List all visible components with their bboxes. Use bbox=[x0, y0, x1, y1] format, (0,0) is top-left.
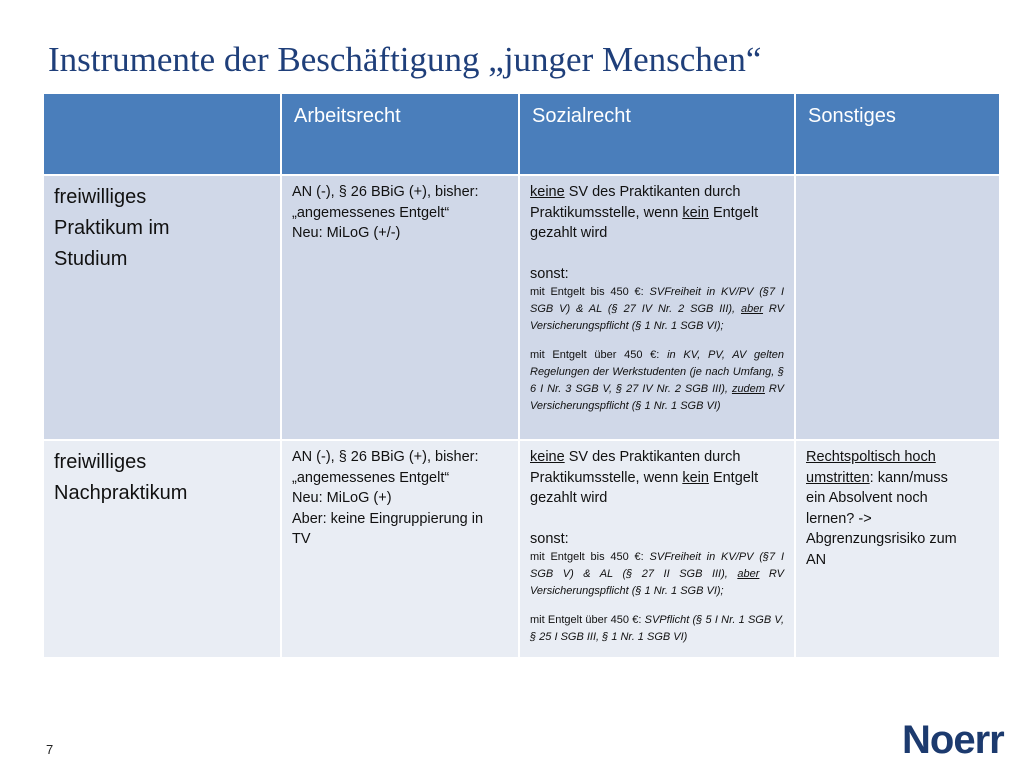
page-number: 7 bbox=[46, 742, 54, 757]
text-line: gezahlt wird bbox=[530, 225, 608, 241]
detail-bis-450 bbox=[530, 549, 784, 600]
noerr-logo: Noerr bbox=[902, 718, 1004, 762]
emphasis-aber: aber bbox=[741, 303, 764, 315]
sonst-label: sonst: bbox=[530, 265, 569, 282]
text-span: SVFreiheit in KV/PV (§7 I SGB V) & AL (§ 27 IV Nr. 2 SGB III), bbox=[530, 286, 784, 315]
detail-bis-450 bbox=[530, 284, 784, 335]
text-line: Abgrenzungsrisiko zum bbox=[806, 531, 957, 547]
text-line: AN bbox=[806, 551, 827, 568]
row-label-line: freiwilliges bbox=[54, 186, 147, 208]
emphasis-aber: aber bbox=[737, 568, 760, 580]
arbeitsrecht-cell-row1 bbox=[282, 176, 518, 439]
header-sozialrecht: Sozialrecht bbox=[520, 94, 794, 174]
header-cell-empty bbox=[44, 94, 280, 174]
text-span: Entgelt bbox=[708, 469, 759, 486]
arbeitsrecht-line: TV bbox=[292, 531, 311, 547]
sozialrecht-cell-row1 bbox=[520, 176, 794, 439]
text-span: mit Entgelt über 450 €: bbox=[530, 349, 668, 361]
detail-ueber-450 bbox=[530, 347, 784, 415]
arbeitsrecht-line: Aber: keine Eingruppierung in bbox=[292, 510, 484, 527]
row-label-nachpraktikum bbox=[44, 441, 280, 657]
emphasis-rechtspolitisch: Rechtspoltisch hoch bbox=[806, 449, 936, 465]
arbeitsrecht-line: „angemessenes Entgelt“ bbox=[292, 204, 450, 221]
emphasis-zudem: zudem bbox=[731, 383, 765, 395]
text-line: ein Absolvent noch bbox=[806, 490, 928, 506]
arbeitsrecht-line: AN (-), § 26 BBiG (+), bisher: bbox=[292, 184, 479, 200]
row-label-line: Nachpraktikum bbox=[54, 482, 188, 504]
text-span: mit Entgelt bis 450 €: bbox=[530, 286, 650, 298]
sonst-label: sonst: bbox=[530, 530, 569, 547]
emphasis-keine: keine bbox=[530, 449, 565, 465]
row-label-line: Praktikum im bbox=[54, 217, 170, 239]
text-line: gezahlt wird bbox=[530, 490, 608, 506]
detail-ueber-450 bbox=[530, 612, 784, 646]
text-span: SV des Praktikanten durch bbox=[564, 449, 741, 465]
text-span: RV Versicherungspflicht (§ 1 Nr. 1 SGB VI); bbox=[530, 568, 784, 597]
slide-title: Instrumente der Beschäftigung „junger Menschen“ bbox=[48, 40, 762, 79]
text-span: mit Entgelt über 450 €: bbox=[530, 614, 645, 626]
text-span: mit Entgelt bis 450 €: bbox=[530, 551, 650, 563]
header-sonstiges: Sonstiges bbox=[796, 94, 999, 174]
emphasis-keine: keine bbox=[530, 184, 565, 200]
text-span: SVPflicht (§ 5 I Nr. 1 SGB V, § 25 I SGB III, § 1 Nr. 1 SGB VI) bbox=[530, 614, 785, 643]
emphasis-umstritten: umstritten bbox=[806, 469, 870, 486]
sozialrecht-cell-row2 bbox=[520, 441, 794, 657]
text-span: Entgelt bbox=[708, 204, 759, 221]
sonstiges-cell-row2 bbox=[796, 441, 999, 657]
arbeitsrecht-cell-row2 bbox=[282, 441, 518, 657]
text-span: SV des Praktikanten durch bbox=[564, 184, 741, 200]
text-span: Praktikumsstelle, wenn bbox=[530, 204, 683, 221]
text-span: in KV, PV, AV gelten Regelungen der Werkstudenten (je nach Umfang, § 6 I Nr. 3 SGB V, § 27 IV Nr. 2 SGB III), bbox=[530, 349, 784, 395]
arbeitsrecht-line: Neu: MiLoG (+) bbox=[292, 490, 392, 506]
row-label-line: Studium bbox=[54, 248, 128, 270]
emphasis-kein: kein bbox=[682, 204, 709, 221]
text-span: RV Versicherungspflicht (§ 1 Nr. 1 SGB VI) bbox=[530, 383, 784, 412]
row-label-praktikum-studium bbox=[44, 176, 280, 439]
text-span: Praktikumsstelle, wenn bbox=[530, 469, 683, 486]
sonstiges-cell-row1 bbox=[796, 176, 999, 439]
text-span: RV Versicherungspflicht (§ 1 Nr. 1 SGB VI); bbox=[530, 303, 784, 332]
row-label-line: freiwilliges bbox=[54, 451, 147, 473]
header-arbeitsrecht: Arbeitsrecht bbox=[282, 94, 518, 174]
emphasis-kein: kein bbox=[682, 469, 709, 486]
arbeitsrecht-line: „angemessenes Entgelt“ bbox=[292, 469, 450, 486]
arbeitsrecht-line: Neu: MiLoG (+/-) bbox=[292, 225, 401, 241]
text-span: SVFreiheit in KV/PV (§7 I SGB V) & AL (§ 27 II SGB III), bbox=[530, 551, 784, 580]
arbeitsrecht-line: AN (-), § 26 BBiG (+), bisher: bbox=[292, 449, 479, 465]
text-span: : kann/muss bbox=[869, 469, 948, 486]
text-line: lernen? -> bbox=[806, 510, 872, 527]
comparison-table bbox=[44, 94, 997, 657]
